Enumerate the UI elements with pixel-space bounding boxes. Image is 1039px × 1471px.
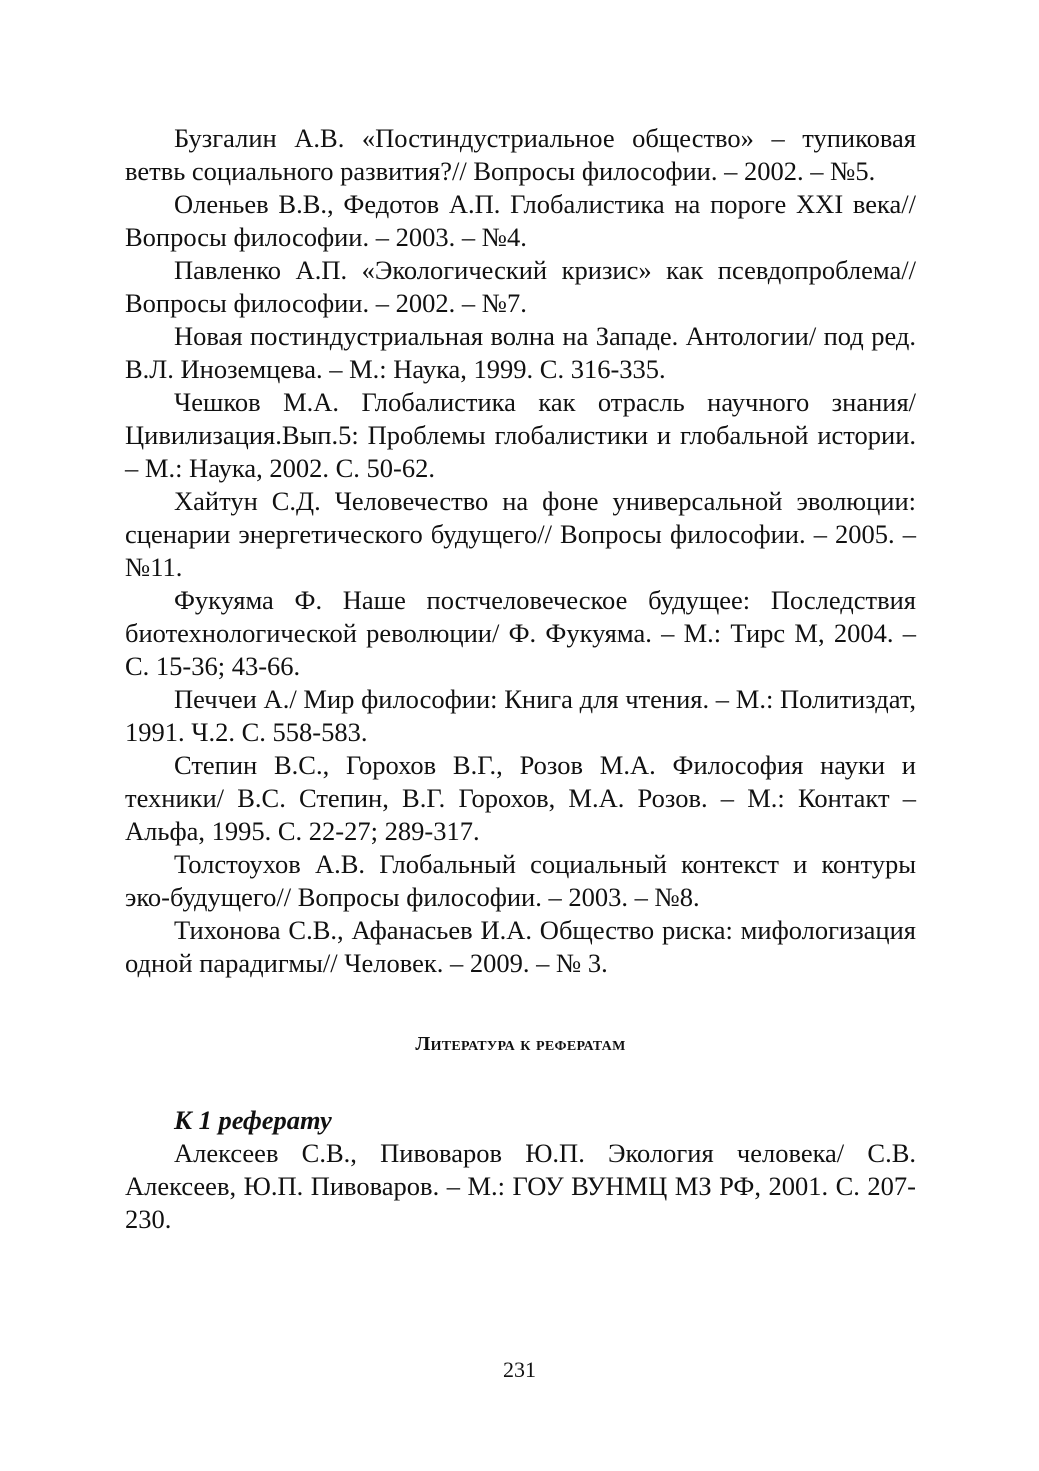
subsection-reference-list (125, 1137, 916, 1236)
section-title: Литература к рефератам (415, 1033, 626, 1055)
reference-item: Чешков М.А. Глобалистика как отрасль научного знания/ Цивилизация.Вып.5: Проблемы глобалистики и глобальной истории. – М.: Наука, 2002. С. 50-62. (125, 387, 916, 483)
reference-item: Степин В.С., Горохов В.Г., Розов М.А. Философия науки и техники/ В.С. Степин, В.Г. Горохов, М.А. Розов. – М.: Контакт – Альфа, 1995. С. 22-27; 289-317. (125, 750, 916, 846)
reference-item: Тихонова С.В., Афанасьев И.А. Общество риска: мифологизация одной парадигмы// Человек. – 2009. – № 3. (125, 915, 916, 978)
reference-item: Печчеи А./ Мир философии: Книга для чтения. – М.: Политиздат, 1991. Ч.2. С. 558-583. (125, 684, 916, 747)
reference-item: Толстоухов А.В. Глобальный социальный контекст и контуры эко-будущего// Вопросы философии. – 2003. – №8. (125, 849, 916, 912)
reference-item: Павленко А.П. «Экологический кризис» как псевдопроблема// Вопросы философии. – 2002. – №7. (125, 255, 916, 318)
reference-item: Оленьев В.В., Федотов А.П. Глобалистика на пороге XXI века// Вопросы философии. – 2003. – №4. (125, 189, 916, 252)
reference-item: Фукуяма Ф. Наше постчеловеческое будущее: Последствия биотехнологической революции/ Ф. Фукуяма. – М.: Тирс М, 2004. – С. 15-36; 43-66. (125, 585, 916, 681)
page-number: 231 (503, 1357, 536, 1382)
reference-list (125, 122, 916, 980)
reference-item: Новая постиндустриальная волна на Западе. Антологии/ под ред. В.Л. Иноземцева. – М.: Наука, 1999. С. 316-335. (125, 321, 916, 384)
subsection-title: К 1 реферату (174, 1105, 332, 1135)
reference-item: Хайтун С.Д. Человечество на фоне универсальной эволюции: сценарии энергетического будущего// Вопросы философии. – 2005. – №11. (125, 486, 916, 582)
reference-item: Бузгалин А.В. «Постиндустриальное общество» – тупиковая ветвь социального развития?// Вопросы философии. – 2002. – №5. (125, 123, 916, 186)
reference-item: Алексеев С.В., Пивоваров Ю.П. Экология человека/ С.В. Алексеев, Ю.П. Пивоваров. – М.: ГОУ ВУНМЦ МЗ РФ, 2001. С. 207-230. (125, 1138, 916, 1234)
page-content (125, 122, 916, 1236)
